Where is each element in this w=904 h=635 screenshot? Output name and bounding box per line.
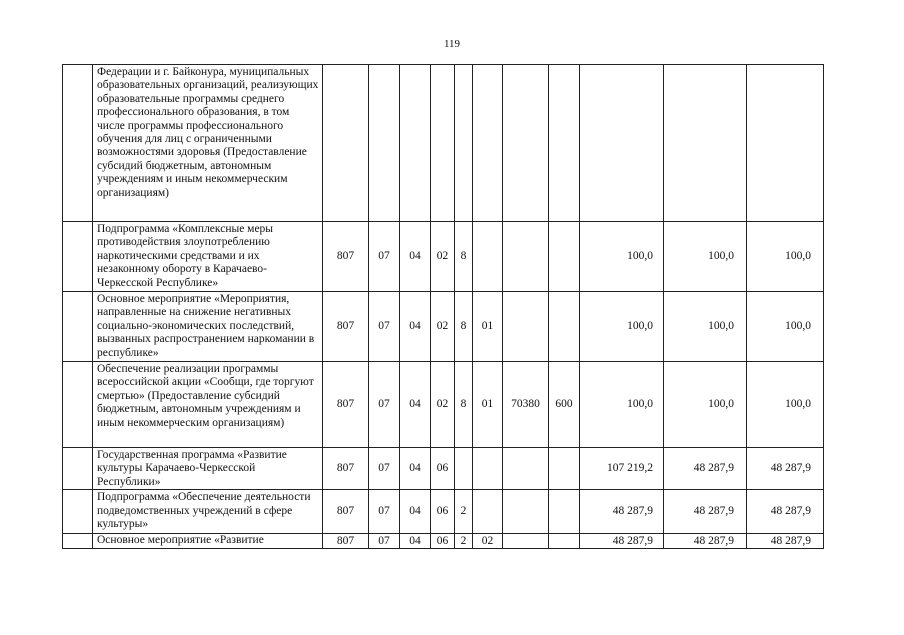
subsection-cell: 04 bbox=[400, 534, 431, 549]
amount-year2-cell: 100,0 bbox=[664, 222, 747, 292]
row-number-cell bbox=[63, 362, 93, 448]
amount-year3-cell: 48 287,9 bbox=[747, 448, 824, 490]
table-row bbox=[63, 534, 824, 549]
row-number-cell bbox=[63, 65, 93, 222]
subprogram-code-cell: 2 bbox=[455, 490, 473, 534]
expense-type-cell bbox=[549, 448, 580, 490]
subprogram-code-cell: 8 bbox=[455, 222, 473, 292]
subprogram-code-cell bbox=[455, 65, 473, 222]
description-cell: Основное мероприятие «Мероприятия, направленные на снижение негативных социально-экономических последствий, вызванных распространением наркомании в республике» bbox=[93, 292, 323, 362]
row-number-cell bbox=[63, 222, 93, 292]
expense-type-cell: 600 bbox=[549, 362, 580, 448]
budget-table bbox=[62, 64, 824, 549]
section-cell: 07 bbox=[369, 534, 400, 549]
program-code-cell: 02 bbox=[431, 222, 455, 292]
ministry-code-cell bbox=[323, 65, 369, 222]
direction-code-cell bbox=[503, 534, 549, 549]
description-cell: Государственная программа «Развитие культуры Карачаево-Черкесской Республики» bbox=[93, 448, 323, 490]
ministry-code-cell: 807 bbox=[323, 292, 369, 362]
table-row bbox=[63, 490, 824, 534]
amount-year3-cell: 100,0 bbox=[747, 362, 824, 448]
section-cell: 07 bbox=[369, 448, 400, 490]
description-cell: Основное мероприятие «Развитие bbox=[93, 534, 323, 549]
amount-year3-cell bbox=[747, 65, 824, 222]
row-number-cell bbox=[63, 448, 93, 490]
program-code-cell: 02 bbox=[431, 292, 455, 362]
section-cell: 07 bbox=[369, 222, 400, 292]
expense-type-cell bbox=[549, 534, 580, 549]
amount-year1-cell: 100,0 bbox=[580, 222, 664, 292]
table-row bbox=[63, 448, 824, 490]
main-activity-code-cell bbox=[473, 490, 503, 534]
amount-year1-cell: 48 287,9 bbox=[580, 534, 664, 549]
main-activity-code-cell bbox=[473, 448, 503, 490]
main-activity-code-cell: 01 bbox=[473, 292, 503, 362]
program-code-cell: 06 bbox=[431, 448, 455, 490]
row-number-cell bbox=[63, 534, 93, 549]
section-cell: 07 bbox=[369, 362, 400, 448]
subsection-cell: 04 bbox=[400, 222, 431, 292]
program-code-cell: 02 bbox=[431, 362, 455, 448]
main-activity-code-cell bbox=[473, 65, 503, 222]
section-cell bbox=[369, 65, 400, 222]
ministry-code-cell: 807 bbox=[323, 222, 369, 292]
ministry-code-cell: 807 bbox=[323, 448, 369, 490]
amount-year3-cell: 100,0 bbox=[747, 222, 824, 292]
main-activity-code-cell bbox=[473, 222, 503, 292]
amount-year2-cell: 100,0 bbox=[664, 292, 747, 362]
amount-year1-cell: 100,0 bbox=[580, 362, 664, 448]
row-number-cell bbox=[63, 490, 93, 534]
subprogram-code-cell: 2 bbox=[455, 534, 473, 549]
subsection-cell bbox=[400, 65, 431, 222]
amount-year1-cell: 107 219,2 bbox=[580, 448, 664, 490]
subsection-cell: 04 bbox=[400, 292, 431, 362]
ministry-code-cell: 807 bbox=[323, 534, 369, 549]
subprogram-code-cell bbox=[455, 448, 473, 490]
subprogram-code-cell: 8 bbox=[455, 292, 473, 362]
row-number-cell bbox=[63, 292, 93, 362]
amount-year1-cell: 48 287,9 bbox=[580, 490, 664, 534]
amount-year1-cell bbox=[580, 65, 664, 222]
subprogram-code-cell: 8 bbox=[455, 362, 473, 448]
ministry-code-cell: 807 bbox=[323, 490, 369, 534]
amount-year2-cell: 48 287,9 bbox=[664, 490, 747, 534]
description-cell: Федерации и г. Байконура, муниципальных образовательных организаций, реализующих образовательные программы среднего профессионального образования, в том числе программы профессионального обучения для лиц с ограниченными возможностями здоровья (Предоставление субсидий бюджетным, автономным учреждениям и иным некоммерческим организациям) bbox=[93, 65, 323, 222]
table-row bbox=[63, 362, 824, 448]
subsection-cell: 04 bbox=[400, 362, 431, 448]
description-cell: Подпрограмма «Комплексные меры противодействия злоупотреблению наркотическими средствами и их незаконному обороту в Карачаево-Черкесской Республике» bbox=[93, 222, 323, 292]
expense-type-cell bbox=[549, 222, 580, 292]
direction-code-cell bbox=[503, 222, 549, 292]
subsection-cell: 04 bbox=[400, 448, 431, 490]
main-activity-code-cell: 01 bbox=[473, 362, 503, 448]
description-cell: Обеспечение реализации программы всероссийской акции «Сообщи, где торгуют смертью» (Предоставление субсидий бюджетным, автономным учреждениям и иным некоммерческим организациям) bbox=[93, 362, 323, 448]
description-cell: Подпрограмма «Обеспечение деятельности подведомственных учреждений в сфере культуры» bbox=[93, 490, 323, 534]
direction-code-cell bbox=[503, 448, 549, 490]
table-row bbox=[63, 222, 824, 292]
expense-type-cell bbox=[549, 490, 580, 534]
table-row bbox=[63, 65, 824, 222]
main-activity-code-cell: 02 bbox=[473, 534, 503, 549]
amount-year1-cell: 100,0 bbox=[580, 292, 664, 362]
program-code-cell bbox=[431, 65, 455, 222]
direction-code-cell bbox=[503, 490, 549, 534]
ministry-code-cell: 807 bbox=[323, 362, 369, 448]
amount-year2-cell: 48 287,9 bbox=[664, 448, 747, 490]
page-number: 119 bbox=[443, 38, 461, 50]
section-cell: 07 bbox=[369, 490, 400, 534]
expense-type-cell bbox=[549, 292, 580, 362]
amount-year2-cell: 48 287,9 bbox=[664, 534, 747, 549]
program-code-cell: 06 bbox=[431, 534, 455, 549]
subsection-cell: 04 bbox=[400, 490, 431, 534]
expense-type-cell bbox=[549, 65, 580, 222]
section-cell: 07 bbox=[369, 292, 400, 362]
amount-year2-cell bbox=[664, 65, 747, 222]
amount-year3-cell: 48 287,9 bbox=[747, 534, 824, 549]
amount-year3-cell: 100,0 bbox=[747, 292, 824, 362]
program-code-cell: 06 bbox=[431, 490, 455, 534]
table-row bbox=[63, 292, 824, 362]
amount-year2-cell: 100,0 bbox=[664, 362, 747, 448]
direction-code-cell bbox=[503, 292, 549, 362]
amount-year3-cell: 48 287,9 bbox=[747, 490, 824, 534]
direction-code-cell: 70380 bbox=[503, 362, 549, 448]
direction-code-cell bbox=[503, 65, 549, 222]
